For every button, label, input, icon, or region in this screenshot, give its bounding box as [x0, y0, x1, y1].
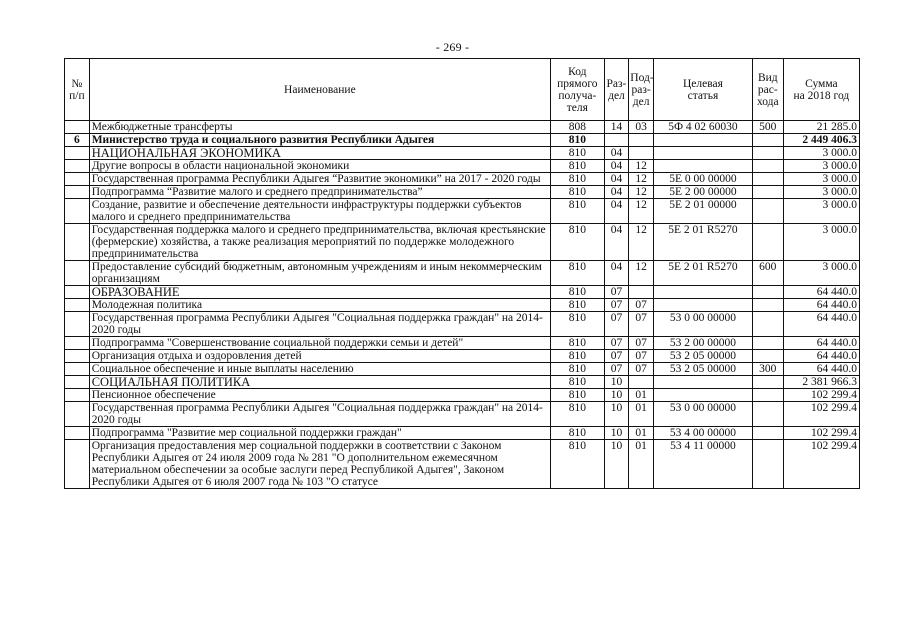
row-exp-type-cell: 500: [752, 121, 783, 134]
row-sum-cell: 102 299.4: [783, 440, 859, 489]
row-name-cell: Организация отдыха и оздоровления детей: [89, 350, 550, 363]
table-row: [65, 299, 860, 312]
row-subsection-cell: 12: [629, 261, 654, 286]
row-num-cell: [65, 299, 90, 312]
table-row: [65, 312, 860, 337]
row-target-cell: 53 0 00 00000: [654, 312, 753, 337]
row-section-cell: 10: [604, 376, 629, 389]
row-code-cell: 810: [551, 337, 605, 350]
row-target-cell: 53 4 00 00000: [654, 427, 753, 440]
row-name-cell: Министерство труда и социального развития Республики Адыгея: [89, 134, 550, 147]
row-subsection-cell: [629, 134, 654, 147]
table-row: [65, 337, 860, 350]
row-target-cell: [654, 286, 753, 299]
row-exp-type-cell: [752, 286, 783, 299]
row-target-cell: 5Е 0 00 00000: [654, 173, 753, 186]
row-code-cell: 810: [551, 376, 605, 389]
table-row: [65, 147, 860, 160]
row-subsection-cell: 01: [629, 389, 654, 402]
header-code: Код прямого получа- теля: [551, 59, 605, 121]
row-section-cell: 07: [604, 299, 629, 312]
row-num-cell: [65, 389, 90, 402]
row-sum-cell: 2 449 406.3: [783, 134, 859, 147]
row-num-cell: 6: [65, 134, 90, 147]
row-subsection-cell: 01: [629, 402, 654, 427]
row-name-cell: Создание, развитие и обеспечение деятельности инфраструктуры поддержки субъектов малого и среднего предпринимательства: [89, 199, 550, 224]
row-name-cell: Предоставление субсидий бюджетным, автономным учреждениям и иным некоммерческим организациям: [89, 261, 550, 286]
row-name-cell: Пенсионное обеспечение: [89, 389, 550, 402]
row-name-cell: Подпрограмма "Развитие мер социальной поддержки граждан": [89, 427, 550, 440]
row-name-cell: Подпрограмма "Совершенствование социальной поддержки семьи и детей": [89, 337, 550, 350]
row-code-cell: 810: [551, 312, 605, 337]
header-target: Целевая статья: [654, 59, 753, 121]
row-exp-type-cell: [752, 199, 783, 224]
row-sum-cell: 3 000.0: [783, 160, 859, 173]
row-num-cell: [65, 363, 90, 376]
row-sum-cell: 3 000.0: [783, 186, 859, 199]
table-header: [65, 59, 860, 121]
row-target-cell: 5Е 2 01 00000: [654, 199, 753, 224]
row-exp-type-cell: [752, 350, 783, 363]
row-sum-cell: 64 440.0: [783, 299, 859, 312]
row-subsection-cell: 07: [629, 312, 654, 337]
table-row: [65, 224, 860, 261]
row-name-cell: Межбюджетные трансферты: [89, 121, 550, 134]
row-section-cell: 10: [604, 402, 629, 427]
row-exp-type-cell: [752, 224, 783, 261]
row-exp-type-cell: [752, 299, 783, 312]
row-code-cell: 810: [551, 173, 605, 186]
row-exp-type-cell: [752, 402, 783, 427]
header-sum: Сумма на 2018 год: [783, 59, 859, 121]
row-code-cell: 810: [551, 389, 605, 402]
row-name-cell: Государственная программа Республики Адыгея "Социальная поддержка граждан" на 2014-2020 годы: [89, 312, 550, 337]
row-num-cell: [65, 427, 90, 440]
row-target-cell: 53 0 00 00000: [654, 402, 753, 427]
row-num-cell: [65, 440, 90, 489]
row-num-cell: [65, 121, 90, 134]
table-row: [65, 402, 860, 427]
row-subsection-cell: 07: [629, 337, 654, 350]
row-num-cell: [65, 376, 90, 389]
row-num-cell: [65, 186, 90, 199]
table-row: [65, 350, 860, 363]
row-sum-cell: 3 000.0: [783, 173, 859, 186]
table-row: [65, 261, 860, 286]
row-code-cell: 810: [551, 299, 605, 312]
row-exp-type-cell: [752, 173, 783, 186]
row-target-cell: [654, 376, 753, 389]
row-sum-cell: 102 299.4: [783, 402, 859, 427]
row-subsection-cell: 12: [629, 199, 654, 224]
row-exp-type-cell: [752, 312, 783, 337]
row-subsection-cell: 12: [629, 186, 654, 199]
row-sum-cell: 3 000.0: [783, 261, 859, 286]
row-name-cell: Организация предоставления мер социальной поддержки в соответствии с Законом Республики Адыгея от 24 июля 2009 года № 281 "О дополнительном ежемесячном материальном обеспечении за особые заслуги перед Республикой Адыгея", Законом Республики Адыгея от 6 июля 2007 года № 103 "О статусе: [89, 440, 550, 489]
row-sum-cell: 64 440.0: [783, 350, 859, 363]
row-code-cell: 810: [551, 261, 605, 286]
row-subsection-cell: 07: [629, 299, 654, 312]
row-section-cell: 04: [604, 160, 629, 173]
row-code-cell: 810: [551, 402, 605, 427]
row-sum-cell: 3 000.0: [783, 147, 859, 160]
table-body: [65, 121, 860, 489]
row-section-cell: 04: [604, 224, 629, 261]
table-row: [65, 121, 860, 134]
row-name-cell: Государственная программа Республики Адыгея “Развитие экономики” на 2017 - 2020 годы: [89, 173, 550, 186]
header-subsection: Под- раз- дел: [629, 59, 654, 121]
row-name-cell: ОБРАЗОВАНИЕ: [89, 286, 550, 299]
row-section-cell: 07: [604, 312, 629, 337]
row-name-cell: НАЦИОНАЛЬНАЯ ЭКОНОМИКА: [89, 147, 550, 160]
row-exp-type-cell: [752, 376, 783, 389]
row-subsection-cell: [629, 286, 654, 299]
row-target-cell: [654, 160, 753, 173]
row-subsection-cell: [629, 147, 654, 160]
row-num-cell: [65, 261, 90, 286]
row-num-cell: [65, 337, 90, 350]
row-sum-cell: 3 000.0: [783, 199, 859, 224]
row-num-cell: [65, 147, 90, 160]
row-sum-cell: 102 299.4: [783, 389, 859, 402]
row-code-cell: 810: [551, 427, 605, 440]
row-code-cell: 810: [551, 199, 605, 224]
row-sum-cell: 64 440.0: [783, 337, 859, 350]
table-row: [65, 363, 860, 376]
row-num-cell: [65, 160, 90, 173]
row-exp-type-cell: [752, 440, 783, 489]
row-code-cell: 810: [551, 147, 605, 160]
row-code-cell: 810: [551, 440, 605, 489]
row-target-cell: 5Ф 4 02 60030: [654, 121, 753, 134]
row-target-cell: 5Е 2 01 R5270: [654, 224, 753, 261]
row-name-cell: Другие вопросы в области национальной экономики: [89, 160, 550, 173]
row-subsection-cell: 07: [629, 363, 654, 376]
table-row: [65, 199, 860, 224]
row-section-cell: 04: [604, 173, 629, 186]
table-row: [65, 427, 860, 440]
row-sum-cell: 3 000.0: [783, 224, 859, 261]
row-subsection-cell: 01: [629, 440, 654, 489]
row-target-cell: 53 2 00 00000: [654, 337, 753, 350]
row-exp-type-cell: [752, 134, 783, 147]
row-section-cell: 10: [604, 427, 629, 440]
row-target-cell: [654, 389, 753, 402]
row-num-cell: [65, 350, 90, 363]
row-exp-type-cell: [752, 427, 783, 440]
page-number: - 269 -: [435, 40, 470, 54]
row-exp-type-cell: [752, 337, 783, 350]
row-subsection-cell: 12: [629, 160, 654, 173]
row-target-cell: 5Е 2 01 R5270: [654, 261, 753, 286]
row-section-cell: 04: [604, 199, 629, 224]
row-section-cell: 04: [604, 261, 629, 286]
row-num-cell: [65, 402, 90, 427]
row-exp-type-cell: 300: [752, 363, 783, 376]
row-code-cell: 810: [551, 224, 605, 261]
row-section-cell: [604, 134, 629, 147]
row-name-cell: Государственная поддержка малого и среднего предпринимательства, включая крестьянские (фермерские) хозяйства, а также реализация мероприятий по поддержке молодежного предпринимательства: [89, 224, 550, 261]
row-subsection-cell: [629, 376, 654, 389]
row-sum-cell: 21 285.0: [783, 121, 859, 134]
row-section-cell: 04: [604, 186, 629, 199]
row-target-cell: 5Е 2 00 00000: [654, 186, 753, 199]
row-section-cell: 10: [604, 389, 629, 402]
row-section-cell: 07: [604, 286, 629, 299]
row-section-cell: 04: [604, 147, 629, 160]
row-sum-cell: 102 299.4: [783, 427, 859, 440]
row-exp-type-cell: [752, 186, 783, 199]
row-target-cell: [654, 134, 753, 147]
row-section-cell: 07: [604, 363, 629, 376]
table-row: [65, 376, 860, 389]
row-subsection-cell: 12: [629, 224, 654, 261]
row-code-cell: 810: [551, 350, 605, 363]
row-target-cell: 53 4 11 00000: [654, 440, 753, 489]
row-subsection-cell: 12: [629, 173, 654, 186]
header-num: № п/п: [65, 59, 90, 121]
row-code-cell: 810: [551, 134, 605, 147]
row-exp-type-cell: [752, 147, 783, 160]
row-section-cell: 07: [604, 337, 629, 350]
header-section: Раз- дел: [604, 59, 629, 121]
table-row: [65, 186, 860, 199]
row-subsection-cell: 01: [629, 427, 654, 440]
row-subsection-cell: 07: [629, 350, 654, 363]
row-num-cell: [65, 312, 90, 337]
row-target-cell: [654, 299, 753, 312]
row-name-cell: Социальное обеспечение и иные выплаты населению: [89, 363, 550, 376]
row-num-cell: [65, 286, 90, 299]
header-name: Наименование: [89, 59, 550, 121]
row-target-cell: [654, 147, 753, 160]
table-row: [65, 173, 860, 186]
row-target-cell: 53 2 05 00000: [654, 363, 753, 376]
row-sum-cell: 2 381 966.3: [783, 376, 859, 389]
table-row: [65, 134, 860, 147]
table-row: [65, 160, 860, 173]
table-row: [65, 389, 860, 402]
row-exp-type-cell: [752, 160, 783, 173]
row-sum-cell: 64 440.0: [783, 312, 859, 337]
row-num-cell: [65, 199, 90, 224]
table-row: [65, 440, 860, 489]
row-target-cell: 53 2 05 00000: [654, 350, 753, 363]
row-code-cell: 810: [551, 363, 605, 376]
row-num-cell: [65, 173, 90, 186]
row-name-cell: Молодежная политика: [89, 299, 550, 312]
row-code-cell: 808: [551, 121, 605, 134]
row-exp-type-cell: 600: [752, 261, 783, 286]
row-section-cell: 14: [604, 121, 629, 134]
row-section-cell: 07: [604, 350, 629, 363]
row-name-cell: Подпрограмма “Развитие малого и среднего предпринимательства”: [89, 186, 550, 199]
row-code-cell: 810: [551, 286, 605, 299]
row-code-cell: 810: [551, 160, 605, 173]
row-subsection-cell: 03: [629, 121, 654, 134]
budget-table: [64, 58, 860, 489]
row-section-cell: 10: [604, 440, 629, 489]
row-sum-cell: 64 440.0: [783, 363, 859, 376]
row-name-cell: Государственная программа Республики Адыгея "Социальная поддержка граждан" на 2014-2020 годы: [89, 402, 550, 427]
row-sum-cell: 64 440.0: [783, 286, 859, 299]
row-name-cell: СОЦИАЛЬНАЯ ПОЛИТИКА: [89, 376, 550, 389]
row-num-cell: [65, 224, 90, 261]
row-code-cell: 810: [551, 186, 605, 199]
header-exp-type: Вид рас- хода: [752, 59, 783, 121]
table-row: [65, 286, 860, 299]
row-exp-type-cell: [752, 389, 783, 402]
